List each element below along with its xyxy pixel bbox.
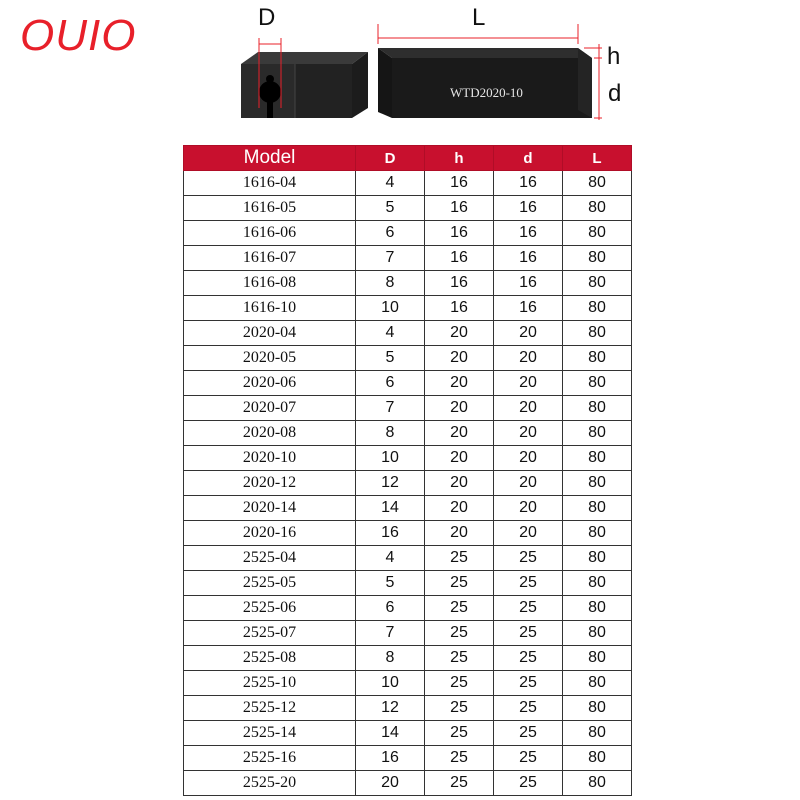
cell-h: 20: [425, 421, 494, 446]
cell-h: 16: [425, 221, 494, 246]
cell-model: 2020-07: [184, 396, 356, 421]
cell-L: 80: [563, 596, 632, 621]
label-h: h: [607, 43, 621, 70]
cell-d: 16: [494, 171, 563, 196]
header-h: h: [425, 146, 494, 171]
cell-h: 20: [425, 521, 494, 546]
cell-d: 20: [494, 396, 563, 421]
cell-d: 16: [494, 271, 563, 296]
table-row: [184, 446, 632, 471]
cell-d: 16: [494, 221, 563, 246]
side-view-bar: [378, 48, 592, 118]
table-row: [184, 296, 632, 321]
cell-L: 80: [563, 196, 632, 221]
table-row: [184, 671, 632, 696]
cell-D: 16: [356, 746, 425, 771]
table-row: [184, 246, 632, 271]
cell-model: 2020-08: [184, 421, 356, 446]
cell-model: 1616-07: [184, 246, 356, 271]
cell-h: 20: [425, 346, 494, 371]
cell-D: 7: [356, 396, 425, 421]
cell-L: 80: [563, 646, 632, 671]
cell-D: 4: [356, 546, 425, 571]
cell-d: 25: [494, 671, 563, 696]
cell-d: 25: [494, 696, 563, 721]
cell-D: 6: [356, 596, 425, 621]
cell-d: 25: [494, 596, 563, 621]
cell-d: 16: [494, 196, 563, 221]
cell-D: 8: [356, 646, 425, 671]
cell-model: 2525-05: [184, 571, 356, 596]
table-row: [184, 471, 632, 496]
cell-model: 2020-12: [184, 471, 356, 496]
cell-d: 20: [494, 496, 563, 521]
cell-D: 12: [356, 696, 425, 721]
table-row: [184, 421, 632, 446]
cell-D: 6: [356, 221, 425, 246]
cell-h: 20: [425, 471, 494, 496]
cell-model: 2525-06: [184, 596, 356, 621]
table-row: [184, 171, 632, 196]
cell-d: 16: [494, 246, 563, 271]
cell-L: 80: [563, 396, 632, 421]
cell-D: 7: [356, 621, 425, 646]
table-row: [184, 746, 632, 771]
table-row: [184, 521, 632, 546]
cell-L: 80: [563, 696, 632, 721]
label-L: L: [472, 4, 486, 31]
label-d: d: [608, 80, 622, 107]
cell-L: 80: [563, 371, 632, 396]
brand-logo: OUIO: [20, 11, 137, 60]
cell-h: 16: [425, 271, 494, 296]
cell-model: 1616-04: [184, 171, 356, 196]
cell-h: 16: [425, 246, 494, 271]
cell-L: 80: [563, 221, 632, 246]
cell-model: 2020-05: [184, 346, 356, 371]
header-d: d: [494, 146, 563, 171]
table-body: [184, 171, 632, 796]
cell-L: 80: [563, 771, 632, 796]
header-L: L: [563, 146, 632, 171]
cell-D: 10: [356, 296, 425, 321]
cell-d: 20: [494, 521, 563, 546]
table-header-row: [184, 146, 632, 171]
cell-d: 20: [494, 321, 563, 346]
cell-model: 2020-14: [184, 496, 356, 521]
cell-model: 2020-06: [184, 371, 356, 396]
cell-d: 20: [494, 371, 563, 396]
table-row: [184, 571, 632, 596]
cell-d: 16: [494, 296, 563, 321]
cell-D: 8: [356, 421, 425, 446]
table-row: [184, 621, 632, 646]
cell-d: 20: [494, 421, 563, 446]
cell-h: 25: [425, 696, 494, 721]
cell-model: 2525-07: [184, 621, 356, 646]
cell-L: 80: [563, 271, 632, 296]
cell-L: 80: [563, 171, 632, 196]
cell-h: 25: [425, 671, 494, 696]
label-D: D: [258, 4, 276, 31]
cell-model: 1616-06: [184, 221, 356, 246]
cell-d: 20: [494, 346, 563, 371]
cell-L: 80: [563, 471, 632, 496]
cell-model: 2525-16: [184, 746, 356, 771]
cell-h: 25: [425, 596, 494, 621]
cell-D: 5: [356, 571, 425, 596]
spec-table: [183, 145, 632, 796]
cell-D: 7: [356, 246, 425, 271]
cell-h: 20: [425, 446, 494, 471]
cell-model: 2525-08: [184, 646, 356, 671]
cell-D: 5: [356, 196, 425, 221]
cell-L: 80: [563, 346, 632, 371]
header-D: D: [356, 146, 425, 171]
cell-h: 16: [425, 296, 494, 321]
cell-D: 16: [356, 521, 425, 546]
cell-L: 80: [563, 521, 632, 546]
cell-L: 80: [563, 721, 632, 746]
cell-d: 25: [494, 646, 563, 671]
cell-h: 25: [425, 621, 494, 646]
cell-d: 25: [494, 546, 563, 571]
cell-h: 25: [425, 546, 494, 571]
cell-L: 80: [563, 671, 632, 696]
table-row: [184, 321, 632, 346]
cell-D: 4: [356, 321, 425, 346]
cell-L: 80: [563, 421, 632, 446]
table-row: [184, 646, 632, 671]
cell-d: 25: [494, 771, 563, 796]
cell-L: 80: [563, 496, 632, 521]
end-view-block: [241, 52, 368, 118]
table-row: [184, 196, 632, 221]
cell-L: 80: [563, 546, 632, 571]
cell-model: 1616-08: [184, 271, 356, 296]
cell-model: 2020-04: [184, 321, 356, 346]
cell-model: 2525-04: [184, 546, 356, 571]
cell-h: 25: [425, 571, 494, 596]
cell-h: 20: [425, 371, 494, 396]
table-row: [184, 496, 632, 521]
table-row: [184, 371, 632, 396]
cell-h: 20: [425, 496, 494, 521]
cell-L: 80: [563, 571, 632, 596]
cell-L: 80: [563, 746, 632, 771]
cell-D: 14: [356, 721, 425, 746]
cell-d: 25: [494, 746, 563, 771]
cell-h: 25: [425, 771, 494, 796]
table-row: [184, 346, 632, 371]
table-row: [184, 696, 632, 721]
cell-d: 25: [494, 571, 563, 596]
cell-model: 1616-05: [184, 196, 356, 221]
tool-holder-illustration: [0, 0, 800, 140]
cell-model: 2525-10: [184, 671, 356, 696]
cell-L: 80: [563, 296, 632, 321]
cell-d: 25: [494, 621, 563, 646]
cell-d: 20: [494, 471, 563, 496]
cell-L: 80: [563, 246, 632, 271]
cell-h: 25: [425, 746, 494, 771]
cell-L: 80: [563, 446, 632, 471]
cell-D: 10: [356, 446, 425, 471]
cell-D: 20: [356, 771, 425, 796]
table-row: [184, 596, 632, 621]
bar-marking: WTD2020-10: [450, 85, 523, 100]
cell-h: 25: [425, 721, 494, 746]
cell-h: 20: [425, 396, 494, 421]
cell-D: 14: [356, 496, 425, 521]
table-row: [184, 721, 632, 746]
cell-model: 2525-20: [184, 771, 356, 796]
table-row: [184, 771, 632, 796]
table-row: [184, 221, 632, 246]
cell-model: 2020-10: [184, 446, 356, 471]
cell-D: 5: [356, 346, 425, 371]
cell-model: 2020-16: [184, 521, 356, 546]
cell-D: 12: [356, 471, 425, 496]
cell-D: 6: [356, 371, 425, 396]
cell-h: 25: [425, 646, 494, 671]
cell-D: 8: [356, 271, 425, 296]
table-row: [184, 271, 632, 296]
cell-L: 80: [563, 621, 632, 646]
cell-model: 2525-14: [184, 721, 356, 746]
cell-model: 1616-10: [184, 296, 356, 321]
cell-D: 4: [356, 171, 425, 196]
cell-d: 25: [494, 721, 563, 746]
cell-model: 2525-12: [184, 696, 356, 721]
cell-h: 16: [425, 196, 494, 221]
cell-L: 80: [563, 321, 632, 346]
header-model: Model: [184, 146, 356, 171]
cell-d: 20: [494, 446, 563, 471]
table-row: [184, 546, 632, 571]
table-row: [184, 396, 632, 421]
cell-D: 10: [356, 671, 425, 696]
cell-h: 20: [425, 321, 494, 346]
cell-h: 16: [425, 171, 494, 196]
